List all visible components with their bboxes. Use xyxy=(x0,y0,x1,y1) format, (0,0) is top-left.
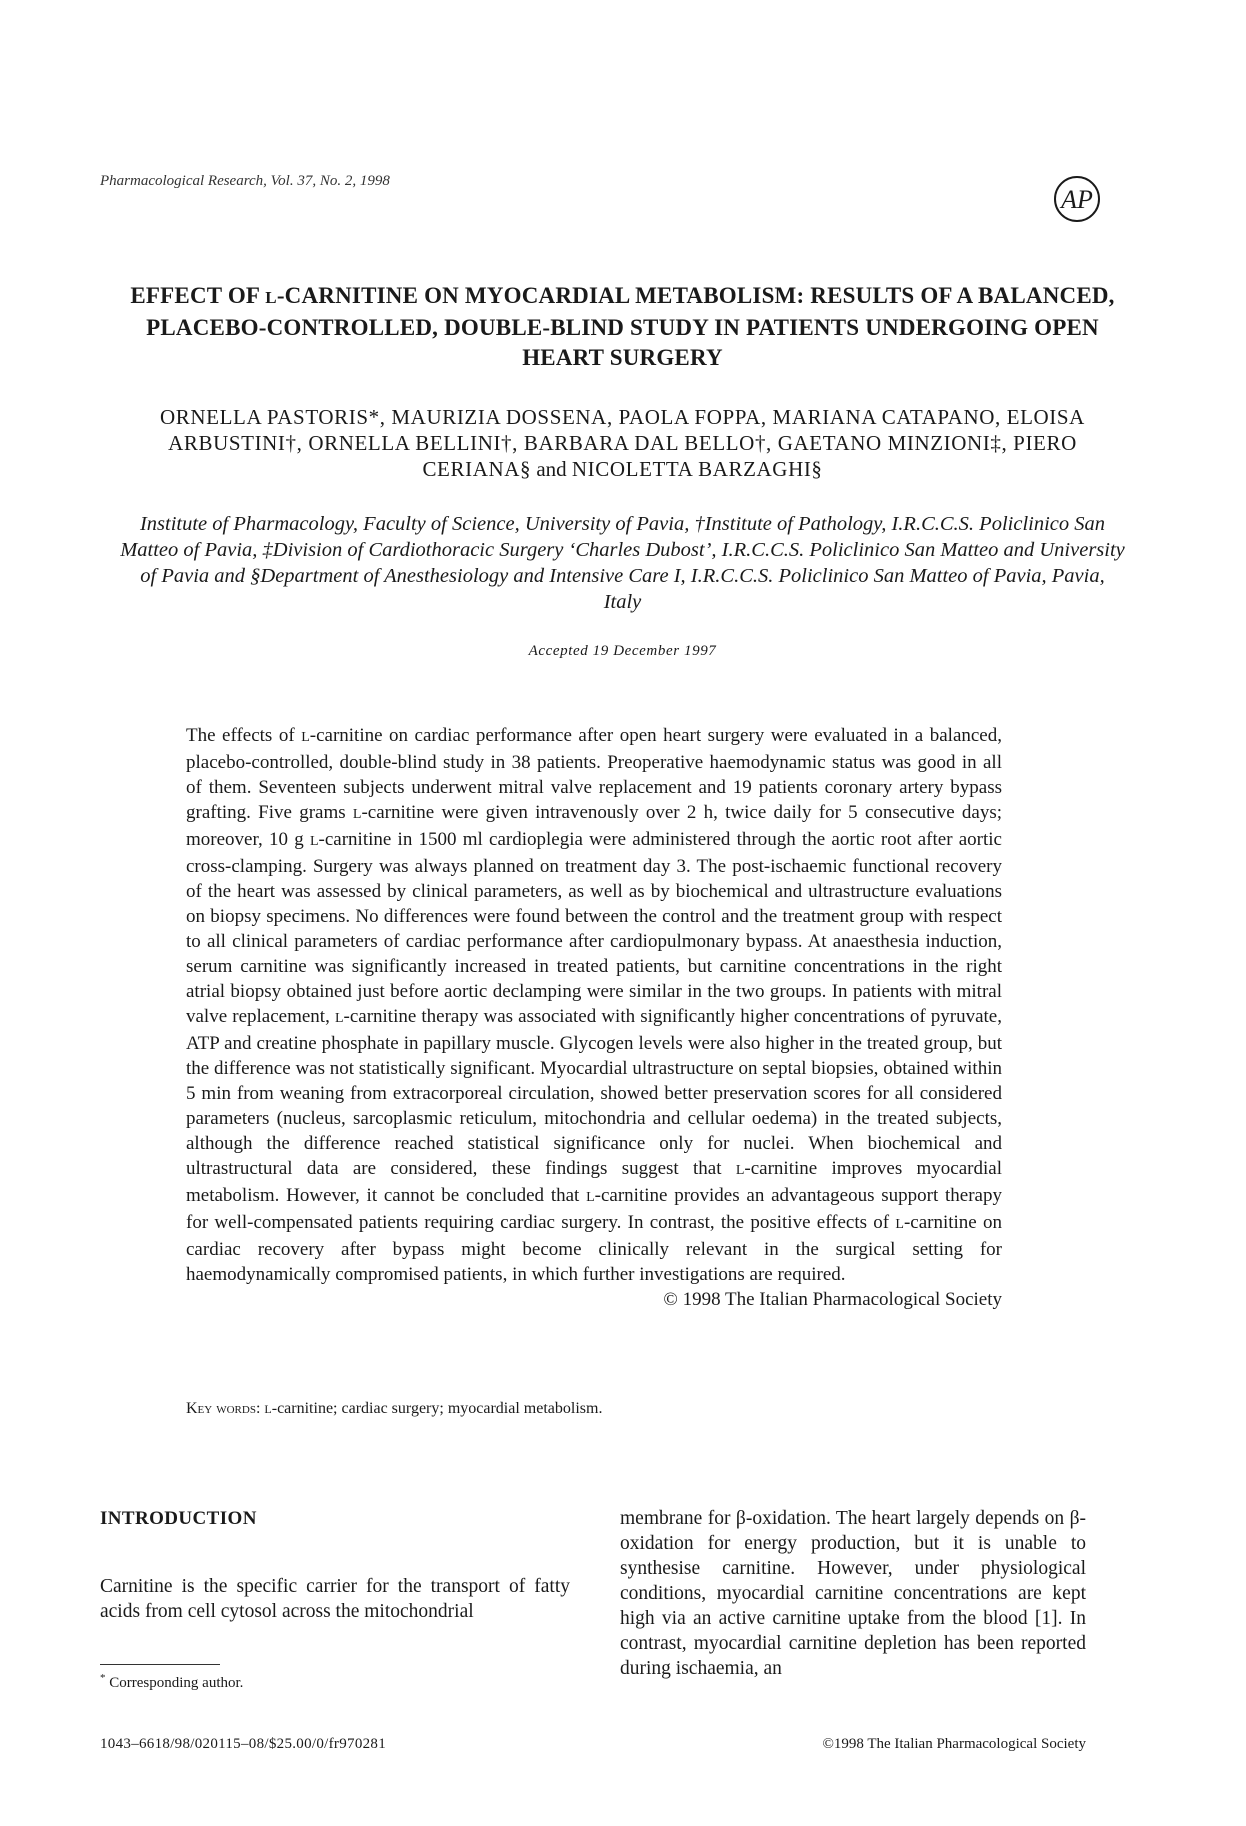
article-title xyxy=(120,281,1125,373)
authors-main: ORNELLA PASTORIS*, MAURIZIA DOSSENA, PAOLA FOPPA, MARIANA CATAPANO, ELOISA ARBUSTINI†, ORNELLA BELLINI†, BARBARA DAL BELLO†, GAETANO MINZIONI‡, PIERO CERIANA§ xyxy=(160,405,1085,481)
abstract-l-prefix: L xyxy=(334,1011,344,1026)
abstract-text: -carnitine in 1500 ml cardioplegia were administered through the aortic root after aortic cross-clamping. Surgery was always planned on treatment day 3. The post-ischaemic functional recovery of the heart was assessed by clinical parameters, as well as by biochemical and ultrastructure evaluations on biopsy specimens. No differences were found between the control and the treatment group with respect to all clinical parameters of cardiac performance after cardiopulmonary bypass. At anaesthesia induction, serum carnitine was significantly increased in treated patients, but carnitine concentrations in the right atrial biopsy obtained just before aortic declamping were similar in the two groups. In patients with mitral valve replacement, xyxy=(186,829,1002,1027)
affiliations: Institute of Pharmacology, Faculty of Science, University of Pavia, †Institute of Pathology, I.R.C.C.S. Policlinico San Matteo of Pavia, ‡Division of Cardiothoracic Surgery ‘Charles Dubost’, I.R.C.C.S. Policlinico San Matteo and University of Pavia and §Department of Anesthesiology and Intensive Care I, I.R.C.C.S. Policlinico San Matteo of Pavia, Pavia, Italy xyxy=(120,513,1125,613)
abstract-text: -carnitine on cardiac recovery after bypass might become clinically relevant in the surgical setting for haemodynamically compromised patients, in which further investigations are required. xyxy=(186,1212,1002,1285)
abstract-text: -carnitine provides an advantageous support therapy for well-compensated patients requiring cardiac surgery. In contrast, the positive effects of xyxy=(186,1185,1002,1233)
abstract-l-prefix: L xyxy=(895,1217,904,1232)
intro-right-column: membrane for β-oxidation. The heart largely depends on β-oxidation for energy production, but it is unable to synthesise carnitine. However, under physiological conditions, myocardial carnitine concentrations are kept high via an active carnitine uptake from the blood [1]. In contrast, myocardial carnitine depletion has been reported during ischaemia, an xyxy=(620,1508,1086,1679)
abstract-text: -carnitine therapy was associated with significantly higher concentrations of pyruvate, ATP and creatine phosphate in papillary muscle. Glycogen levels were also higher in the treated group, but the difference was not statistically significant. Myocardial ultrastructure on septal biopsies, obtained within 5 min from weaning from extracorporeal circulation, showed better preservation scores for all considered parameters (nucleus, sarcoplasmic reticulum, mitochondria and cellular oedema) in the treated subjects, although the difference reached statistical significance only for nuclei. When biochemical and ultrastructural data are considered, these findings suggest that xyxy=(186,1006,1002,1179)
abstract-l-prefix: L xyxy=(301,730,310,745)
keywords xyxy=(186,1400,602,1418)
footnote-mark: * xyxy=(100,1672,106,1684)
abstract-l-prefix: L xyxy=(586,1190,595,1205)
keywords-label: Key words xyxy=(186,1400,256,1417)
author-list xyxy=(120,404,1125,482)
authors-last: NICOLETTA BARZAGHI§ xyxy=(571,457,823,481)
publisher-logo xyxy=(1053,175,1101,223)
footnote-text: Corresponding author. xyxy=(105,1675,244,1691)
accepted-date: Accepted 19 December 1997 xyxy=(528,643,717,659)
abstract-text: -carnitine were given intravenously over 2 h, twice daily for 5 consecutive days; moreover, 10 g xyxy=(186,802,1002,850)
abstract xyxy=(186,723,1002,1312)
keywords-colon: : xyxy=(255,1400,265,1417)
intro-left-column: Carnitine is the specific carrier for the transport of fatty acids from cell cytosol across the mitochondrial xyxy=(100,1576,570,1622)
footnote xyxy=(100,1672,243,1692)
footer-copyright: ©1998 The Italian Pharmacological Society xyxy=(822,1736,1086,1752)
abstract-text: -carnitine on cardiac performance after open heart surgery were evaluated in a balanced, placebo-controlled, double-blind study in 38 patients. Preoperative haemodynamic status was good in all of them. Seventeen subjects underwent mitral valve replacement and 19 patients coronary artery bypass grafting. Five grams xyxy=(186,725,1002,823)
abstract-l-prefix: L xyxy=(352,807,362,822)
footnote-divider xyxy=(100,1664,220,1665)
abstract-text: -carnitine improves myocardial metabolism. However, it cannot be concluded that xyxy=(186,1158,1002,1206)
title-part1: EFFECT OF xyxy=(130,283,266,308)
journal-citation: Pharmacological Research, Vol. 37, No. 2, 1998 xyxy=(100,173,390,189)
issn-line: 1043–6618/98/020115–08/$25.00/0/fr970281 xyxy=(100,1736,387,1752)
abstract-l-prefix: L xyxy=(735,1163,745,1178)
keywords-text: -carnitine; cardiac surgery; myocardial metabolism. xyxy=(271,1400,603,1417)
keywords-l-prefix: L xyxy=(264,1402,272,1416)
abstract-l-prefix: L xyxy=(309,834,319,849)
svg-text:AP: AP xyxy=(1061,185,1093,214)
abstract-text: The effects of xyxy=(186,725,302,746)
abstract-copyright: © 1998 The Italian Pharmacological Society xyxy=(663,1289,1002,1310)
title-l-prefix: L xyxy=(265,288,277,307)
title-part2: -CARNITINE ON MYOCARDIAL METABOLISM: RESULTS OF A BALANCED, PLACEBO-CONTROLLED, DOUBLE-BLIND STUDY IN PATIENTS UNDERGOING OPEN HEART SURGERY xyxy=(146,283,1115,370)
section-heading-introduction: INTRODUCTION xyxy=(100,1508,257,1529)
authors-and: and xyxy=(531,457,572,481)
